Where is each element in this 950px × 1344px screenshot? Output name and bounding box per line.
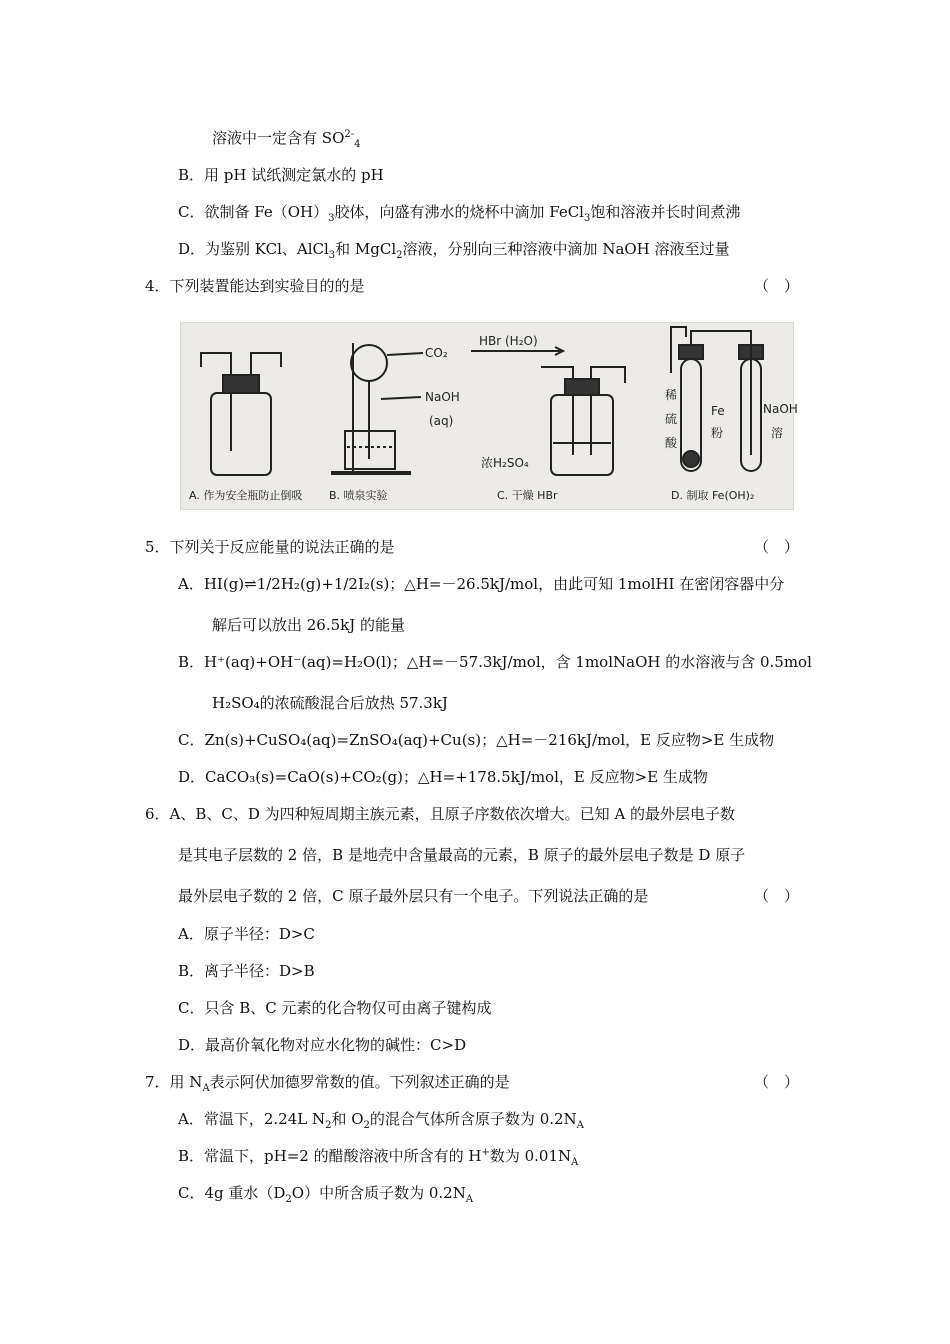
subscript: 2: [396, 250, 403, 261]
text: O）中所含质子数为 0.2N: [291, 1184, 466, 1202]
label-fen: 粉: [711, 426, 724, 440]
q6-stem-3: 最外层电子数的 2 倍，C 原子最外层只有一个电子。下列说法正确的是: [178, 887, 649, 905]
q4-apparatus-figure: [180, 322, 798, 510]
text: A．常温下，2.24L N: [178, 1110, 326, 1128]
tube-a-right: [251, 353, 281, 375]
label-co2: CO₂: [425, 346, 448, 360]
flask-b: [351, 345, 387, 381]
q5-option-a-cont: 解后可以放出 26.5kJ 的能量: [212, 616, 406, 634]
subscript: A: [202, 1083, 210, 1094]
superscript: 2-: [344, 129, 355, 140]
subscript: 2: [363, 1120, 370, 1131]
subscript: A: [576, 1120, 584, 1131]
subscript: 3: [328, 250, 336, 261]
apparatus-drawing: [181, 323, 798, 509]
pointer-co2: [387, 353, 423, 355]
label-rong: 溶: [771, 426, 784, 440]
tube-a-left: [201, 353, 231, 375]
q6-option-c: C．只含 B、C 元素的化合物仅可由离子键构成: [178, 999, 492, 1017]
q4-answer-blank: （ ）: [754, 277, 800, 295]
q5-stem: 5．下列关于反应能量的说法正确的是: [145, 538, 395, 556]
q5-option-c: C．Zn(s)+CuSO₄(aq)=ZnSO₄(aq)+Cu(s)；△H=－216kJ/mol，E 反应物>E 生成物: [178, 731, 775, 749]
subscript: 2: [285, 1194, 292, 1205]
subscript: 3: [328, 213, 335, 224]
q6-option-b: B．离子半径：D>B: [178, 962, 315, 980]
text: 溶液，分别向三种溶液中滴加 NaOH 溶液至过量: [402, 240, 730, 258]
text: 7．用 N: [145, 1073, 203, 1091]
label-suan: 酸: [665, 436, 678, 450]
q5-answer-blank: （ ）: [754, 538, 800, 556]
subscript: 4: [354, 139, 361, 150]
q5-option-a: A．HI(g)⇌1/2H₂(g)+1/2I₂(s)；△H=－26.5kJ/mol，由此可知 1molHI 在密闭容器中分: [178, 575, 785, 593]
bottle-c: [551, 395, 613, 475]
label-hbr: HBr (H₂O): [479, 334, 538, 348]
text: 的混合气体所含原子数为 0.2N: [369, 1110, 577, 1128]
pointer-naoh: [381, 397, 421, 399]
text: B．常温下，pH=2 的醋酸溶液中所含有的 H: [178, 1147, 482, 1165]
subscript: 3: [583, 213, 591, 224]
text: 数为 0.01N: [489, 1147, 572, 1165]
apparatus-a: [201, 353, 281, 475]
text: 和 O: [331, 1110, 364, 1128]
apparatus-b: [331, 343, 423, 473]
q5-option-b-cont: H₂SO₄的浓硫酸混合后放热 57.3kJ: [212, 694, 448, 712]
label-liu: 硫: [665, 412, 678, 426]
caption-a: A. 作为安全瓶防止倒吸: [189, 489, 303, 502]
subscript: 2: [325, 1120, 332, 1131]
text: 溶液中一定含有: [212, 129, 318, 147]
q5-option-b: B．H⁺(aq)+OH⁻(aq)=H₂O(l)；△H=－57.3kJ/mol，含 1molNaOH 的水溶液与含 0.5mol: [178, 653, 812, 671]
q7-option-c: [178, 1183, 473, 1203]
caption-b: B. 喷泉实验: [329, 489, 388, 502]
subscript: A: [465, 1194, 474, 1205]
superscript: +: [481, 1147, 490, 1158]
fe-powder: [683, 451, 699, 467]
q6-stem-1: 6．A、B、C、D 为四种短周期主族元素，且原子序数依次增大。已知 A 的最外层电子数: [145, 805, 736, 823]
q7-stem: [145, 1072, 510, 1092]
q6-option-d: D．最高价氧化物对应水化物的碱性：C>D: [178, 1036, 467, 1054]
label-h2so4: 浓H₂SO₄: [481, 456, 529, 470]
apparatus-d: [671, 327, 763, 471]
text: C．欲制备 Fe（OH）: [178, 203, 329, 221]
tube-c-left: [541, 367, 573, 379]
stopper-c: [565, 379, 599, 395]
caption-c: C. 干燥 HBr: [497, 489, 558, 502]
q4-stem: 4．下列装置能达到实验目的的是: [145, 277, 365, 295]
text: 表示阿伏加德罗常数的值。下列叙述正确的是: [209, 1073, 510, 1091]
subscript: A: [571, 1157, 579, 1168]
label-fe: Fe: [711, 404, 725, 418]
q7-option-b: [178, 1146, 578, 1166]
formula: SO: [321, 129, 345, 147]
q3-option-a-continuation: [212, 128, 361, 148]
label-xi: 稀: [665, 388, 678, 402]
text: D．为鉴别 KCl、AlCl: [178, 240, 329, 258]
q7-option-a: [178, 1109, 584, 1129]
q3-option-c: [178, 202, 740, 222]
text: 胶体，向盛有沸水的烧杯中滴加 FeCl: [334, 203, 584, 221]
q5-option-d: D．CaCO₃(s)=CaO(s)+CO₂(g)；△H=+178.5kJ/mol，E 反应物>E 生成物: [178, 768, 708, 786]
q6-answer-blank: （ ）: [754, 887, 800, 905]
q6-option-a: A．原子半径：D>C: [178, 925, 315, 943]
text: 和 MgCl: [335, 240, 397, 258]
label-aq: (aq): [429, 414, 454, 428]
text: C．4g 重水（D: [178, 1184, 286, 1202]
q6-stem-2: 是其电子层数的 2 倍，B 是地壳中含量最高的元素，B 原子的最外层电子数是 D 原子: [178, 846, 746, 864]
q3-option-d: [178, 239, 730, 259]
stopper-d-left: [679, 345, 703, 359]
caption-d: D. 制取 Fe(OH)₂: [671, 489, 755, 502]
q3-option-b: B．用 pH 试纸测定氯水的 pH: [178, 166, 384, 184]
bottle-a: [211, 393, 271, 475]
label-naoh: NaOH: [425, 390, 460, 404]
stopper-a: [223, 375, 259, 393]
q7-answer-blank: （ ）: [754, 1073, 800, 1091]
text: 饱和溶液并长时间煮沸: [590, 203, 741, 221]
label-naoh-d: NaOH: [763, 402, 798, 416]
